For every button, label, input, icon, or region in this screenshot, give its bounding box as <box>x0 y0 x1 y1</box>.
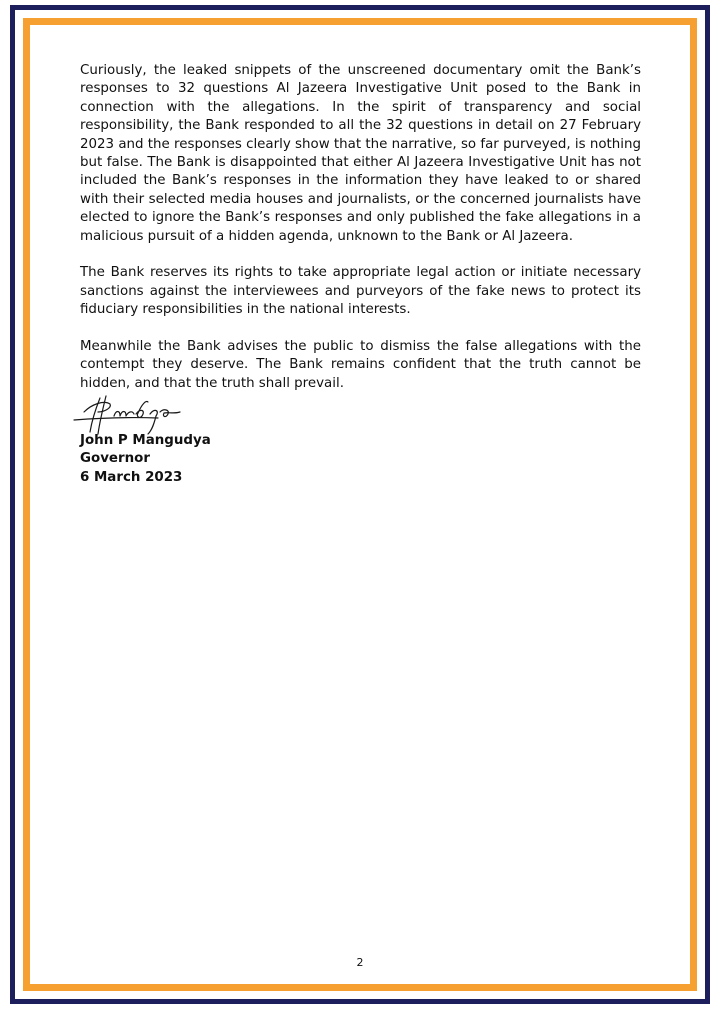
paragraph-public-advice: Meanwhile the Bank advises the public to dismiss the false allegations with the contempt they deserve. The Bank remains confident that the truth cannot be hidden, and that the truth shall prevail. <box>80 339 641 391</box>
signatory-date: 6 March 2023 <box>80 469 183 485</box>
paragraph-legal-action: The Bank reserves its rights to take appropriate legal action or initiate necessary sanctions against the interviewees and purveyors of the fake news to protect its fiduciary responsibilities in the national interests. <box>80 265 641 318</box>
signatory-title: Governor <box>80 451 150 467</box>
page-number: 2 <box>356 956 364 969</box>
signatory-block <box>80 432 211 487</box>
signatory-name: John P Mangudya <box>80 433 211 448</box>
document-body <box>80 62 641 412</box>
paragraph-response-omission: Curiously, the leaked snippets of the unscreened documentary omit the Bank’s responses to 32 questions Al Jazeera Investigative Unit posed to the Bank in connection with the allegations. In the spirit of transparency and social responsibility, the Bank responded to all the 32 questions in detail on 27 February 2023 and the responses clearly show that the narrative, so far purveyed, is nothing but false. The Bank is disappointed that either Al Jazeera Investigative Unit has not included the Bank’s responses in the information they have leaked to or shared with their selected media houses and journalists, or the concerned journalists have elected to ignore the Bank’s responses and only published the fake allegations in a malicious pursuit of a hidden agenda, unknown to the Bank or Al Jazeera. <box>80 63 641 244</box>
